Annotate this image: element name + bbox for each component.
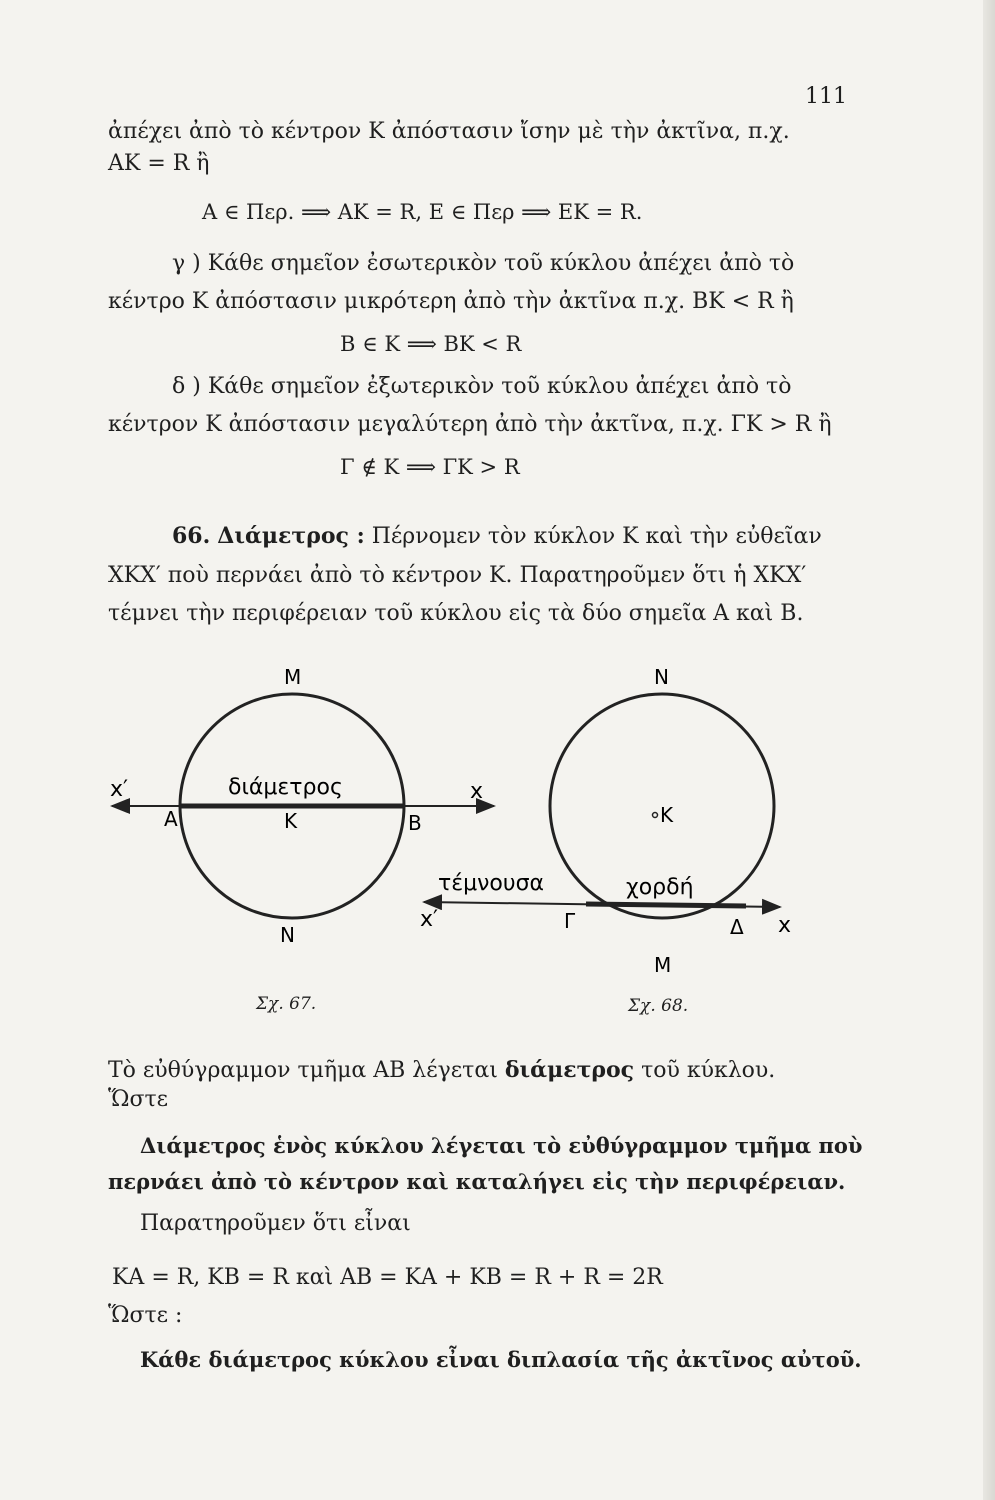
label-chord: χορδή — [626, 875, 694, 900]
section-66-heading — [172, 522, 822, 551]
definition-line: περνάει ἀπὸ τὸ κέντρον καὶ καταλήγει εἰς τὴν περιφέρειαν. — [108, 1169, 846, 1194]
conclusion-line: Κάθε διάμετρος κύκλου εἶναι διπλασία τῆς ἀκτῖνος αὐτοῦ. — [140, 1347, 862, 1372]
text-line: ΧΚΧ′ ποὺ περνάει ἀπὸ τὸ κέντρον Κ. Παρατηροῦμεν ὅτι ἡ ΧΚΧ′ — [108, 563, 807, 588]
text-line: κέντρον Κ ἀπόστασιν μεγαλύτερη ἀπὸ τὴν ἀκτῖνα, π.χ. ΓΚ > R ἢ — [108, 412, 832, 437]
text-line — [108, 1056, 775, 1085]
text-line: Παρατηροῦμεν ὅτι εἶναι — [140, 1211, 411, 1236]
section-text: Πέρνομεν τὸν κύκλον Κ καὶ τὴν εὐθεῖαν — [371, 524, 822, 549]
label-k: Κ — [660, 803, 674, 827]
section-title: Διάμετρος : — [217, 523, 365, 549]
figure-68-caption: Σχ. 68. — [628, 996, 689, 1016]
formula-line: Γ ∉ Κ ⟹ ΓΚ > R — [340, 455, 520, 479]
text-line: γ ) Κάθε σημεῖον ἐσωτερικὸν τοῦ κύκλου ἀπέχει ἀπὸ τὸ — [172, 251, 795, 276]
text-line: δ ) Κάθε σημεῖον ἐξωτερικὸν τοῦ κύκλου ἀπέχει ἀπὸ τὸ — [172, 374, 792, 399]
center-dot — [653, 813, 658, 818]
text-line: ΑΚ = R ἢ — [108, 151, 210, 176]
label-a: Α — [164, 807, 178, 831]
label-diameter: διάμετρος — [228, 775, 343, 800]
label-g: Γ — [564, 909, 576, 933]
text-line: Ὥστε — [108, 1087, 169, 1112]
label-b: Β — [408, 811, 422, 835]
label-d: Δ — [730, 915, 744, 939]
label-x: x — [470, 779, 484, 804]
label-m: Μ — [654, 953, 672, 977]
figure-67-caption: Σχ. 67. — [256, 994, 317, 1014]
label-secant: τέμνουσα — [438, 871, 545, 896]
label-n: Ν — [654, 665, 669, 689]
figure-67 — [110, 665, 494, 947]
text-part: τοῦ κύκλου. — [641, 1058, 776, 1083]
chord-gd — [586, 904, 746, 906]
page-number: 111 — [805, 84, 847, 109]
label-n: Ν — [280, 923, 295, 947]
text-line: ἀπέχει ἀπὸ τὸ κέντρον Κ ἀπόστασιν ἴσην μὲ τὴν ἀκτῖνα, π.χ. — [108, 119, 790, 144]
text-line: κέντρο Κ ἀπόστασιν μικρότερη ἀπὸ τὴν ἀκτῖνα π.χ. ΒΚ < R ἢ — [108, 289, 794, 314]
label-xprime: x′ — [420, 907, 439, 932]
label-x: x — [778, 913, 792, 938]
formula-line: Β ∈ Κ ⟹ ΒΚ < R — [340, 332, 522, 356]
label-k: Κ — [284, 809, 298, 833]
figures — [0, 650, 995, 1050]
formula-line: ΚΑ = R, ΚΒ = R καὶ ΑΒ = ΚΑ + ΚΒ = R + R = 2R — [112, 1265, 663, 1290]
text-line: Ὥστε : — [108, 1303, 183, 1328]
text-line: τέμνει τὴν περιφέρειαν τοῦ κύκλου εἰς τὰ δύο σημεῖα Α καὶ Β. — [108, 601, 804, 626]
section-number: 66. — [172, 523, 211, 549]
text-part: Τὸ εὐθύγραμμον τμῆμα ΑΒ λέγεται — [108, 1058, 498, 1083]
figure-68 — [420, 665, 791, 977]
diameter-term: διάμετρος — [504, 1057, 635, 1083]
label-xprime: x′ — [110, 777, 129, 802]
definition-line: Διάμετρος ἑνὸς κύκλου λέγεται τὸ εὐθύγραμμον τμῆμα ποὺ — [140, 1133, 863, 1158]
label-m: Μ — [284, 665, 302, 689]
formula-line: Α ∈ Περ. ⟹ ΑΚ = R, Ε ∈ Περ ⟹ ΕΚ = R. — [202, 200, 643, 224]
